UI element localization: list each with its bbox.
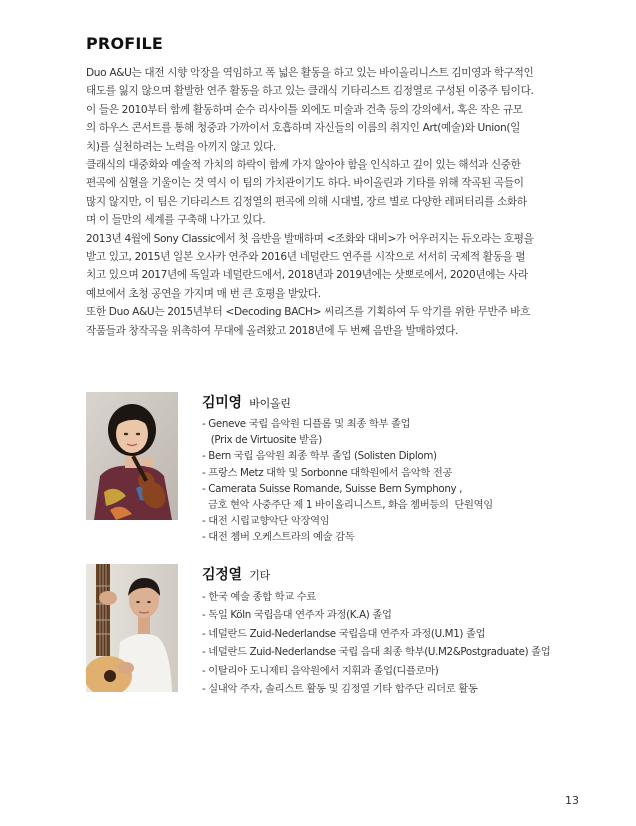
- bio-item: - 실내악 주자, 솔리스트 활동 및 김정열 기타 합주단 리더로 활동: [202, 683, 478, 696]
- bio-item: - Bern 국립 음악원 최종 학부 졸업 (Solisten Diplom): [202, 450, 437, 463]
- violinist-photo: [86, 392, 178, 520]
- bio-item: 금호 현악 사중주단 제 1 바이올리니스트, 화음 쳄버등의 단원역임: [202, 499, 493, 512]
- bio-item: - 이탈리아 도니제티 음악원에서 지휘과 졸업(디플로마): [202, 664, 439, 677]
- intro-line: 2013년 4월에 Sony Classic에서 첫 음반을 발매하며 <조화와 대비>가 어우러지는 듀오라는 호평을: [86, 232, 534, 245]
- intro-line: 많지 않지만, 이 팀은 기타리스트 김정열의 편곡에 의해 시대별, 장르 별로 다양한 레퍼터리를 소화하: [86, 195, 527, 208]
- guitarist-role: 기타: [249, 569, 270, 582]
- violinist-name-line: [202, 392, 582, 412]
- bio-item: - 네덜란드 Zuid-Nederlandse 국립 음대 최종 학부(U.M2&Postgraduate) 졸업: [202, 646, 551, 659]
- intro-line: 태도를 잃지 않으며 활발한 연주 활동을 하고 있는 클래식 기타리스트 김정열로 구성된 이중주 팀이다.: [86, 85, 534, 98]
- violinist-bio-list: [202, 416, 582, 546]
- violinist-portrait-image: [86, 392, 178, 520]
- intro-line: 클래식의 대중화와 예술적 가치의 하락이 함께 가지 않아야 함을 인식하고 깊이 있는 해석과 신중한: [86, 159, 521, 172]
- page-title: PROFILE: [86, 34, 164, 53]
- guitarist-portrait-image: [86, 564, 178, 692]
- bio-item: - 한국 예술 종합 학교 수료: [202, 591, 316, 603]
- page-number: 13: [565, 794, 579, 807]
- intro-line: 예보에서 초청 공연을 가지며 매 번 큰 호평을 받았다.: [86, 287, 321, 300]
- intro-line: 또한 Duo A&U는 2015년부터 <Decoding BACH> 씨리즈를 기획하여 두 악기를 위한 무반주 바흐: [86, 306, 531, 319]
- bio-item: - 대전 쳄버 오케스트라의 예술 감독: [202, 531, 355, 544]
- guitarist-name-line: [202, 564, 582, 584]
- guitarist-info: [202, 564, 582, 698]
- bio-item: - 프랑스 Metz 대학 및 Sorbonne 대학원에서 음악학 전공: [202, 466, 453, 479]
- intro-line: 의 하우스 콘서트를 통해 청중과 가까이서 호흡하며 자신들의 이름의 취지인 Art(예술)와 Union(일: [86, 122, 521, 135]
- intro-line: 며 이 들만의 세계를 구축해 나가고 있다.: [86, 214, 266, 227]
- bio-item: - Geneve 국립 음악원 디플롬 및 최종 학부 졸업: [202, 418, 411, 430]
- intro-line: 편곡에 심혈을 기울이는 것 역시 이 팀의 가치관이기도 하다. 바이올린과 기타를 위해 작곡된 곡들이: [86, 177, 524, 190]
- violinist-role: 바이올린: [249, 397, 291, 410]
- intro-line: Duo A&U는 대전 시향 악장을 역임하고 폭 넓은 활동을 하고 있는 바이올리니스트 김미영과 학구적인: [86, 67, 534, 79]
- guitarist-bio-list: [202, 588, 582, 698]
- guitarist-photo: [86, 564, 178, 692]
- guitarist-name: 김정열: [202, 567, 242, 583]
- bio-item: - Camerata Suisse Romande, Suisse Bern Symphony ,: [202, 482, 463, 495]
- violinist-info: [202, 392, 582, 546]
- bio-item: - 독일 Köln 국립음대 연주자 과정(K.A) 졸업: [202, 609, 392, 622]
- intro-line: 치고 있으며 2017년에 독일과 네덜란드에서, 2018년과 2019년에는 삿뽀로에서, 2020년에는 사라: [86, 269, 528, 282]
- intro-line: 작품들과 창작곡을 위촉하여 무대에 올려왔고 2018년에 두 번째 음반을 발매하였다.: [86, 324, 459, 337]
- bio-item: - 네덜란드 Zuid-Nederlandse 국립음대 연주자 과정(U.M1) 졸업: [202, 627, 486, 640]
- intro-line: 받고 있고, 2015년 일본 오사카 연주와 2016년 네덜란드 연주를 시작으로 서서히 국제적 활동을 펼: [86, 251, 526, 264]
- bio-item: - 대전 시립교향악단 악장역임: [202, 515, 330, 528]
- violinist-name: 김미영: [202, 395, 242, 411]
- intro-text: [86, 64, 560, 340]
- intro-line: 이 들은 2010부터 함께 활동하며 순수 리사이틀 외에도 미술과 건축 등의 강의에서, 혹은 작은 규모: [86, 103, 523, 116]
- bio-item: (Prix de Virtuosite 받음): [202, 434, 322, 447]
- intro-line: 치)를 실천하려는 노력을 아끼지 않고 있다.: [86, 140, 276, 153]
